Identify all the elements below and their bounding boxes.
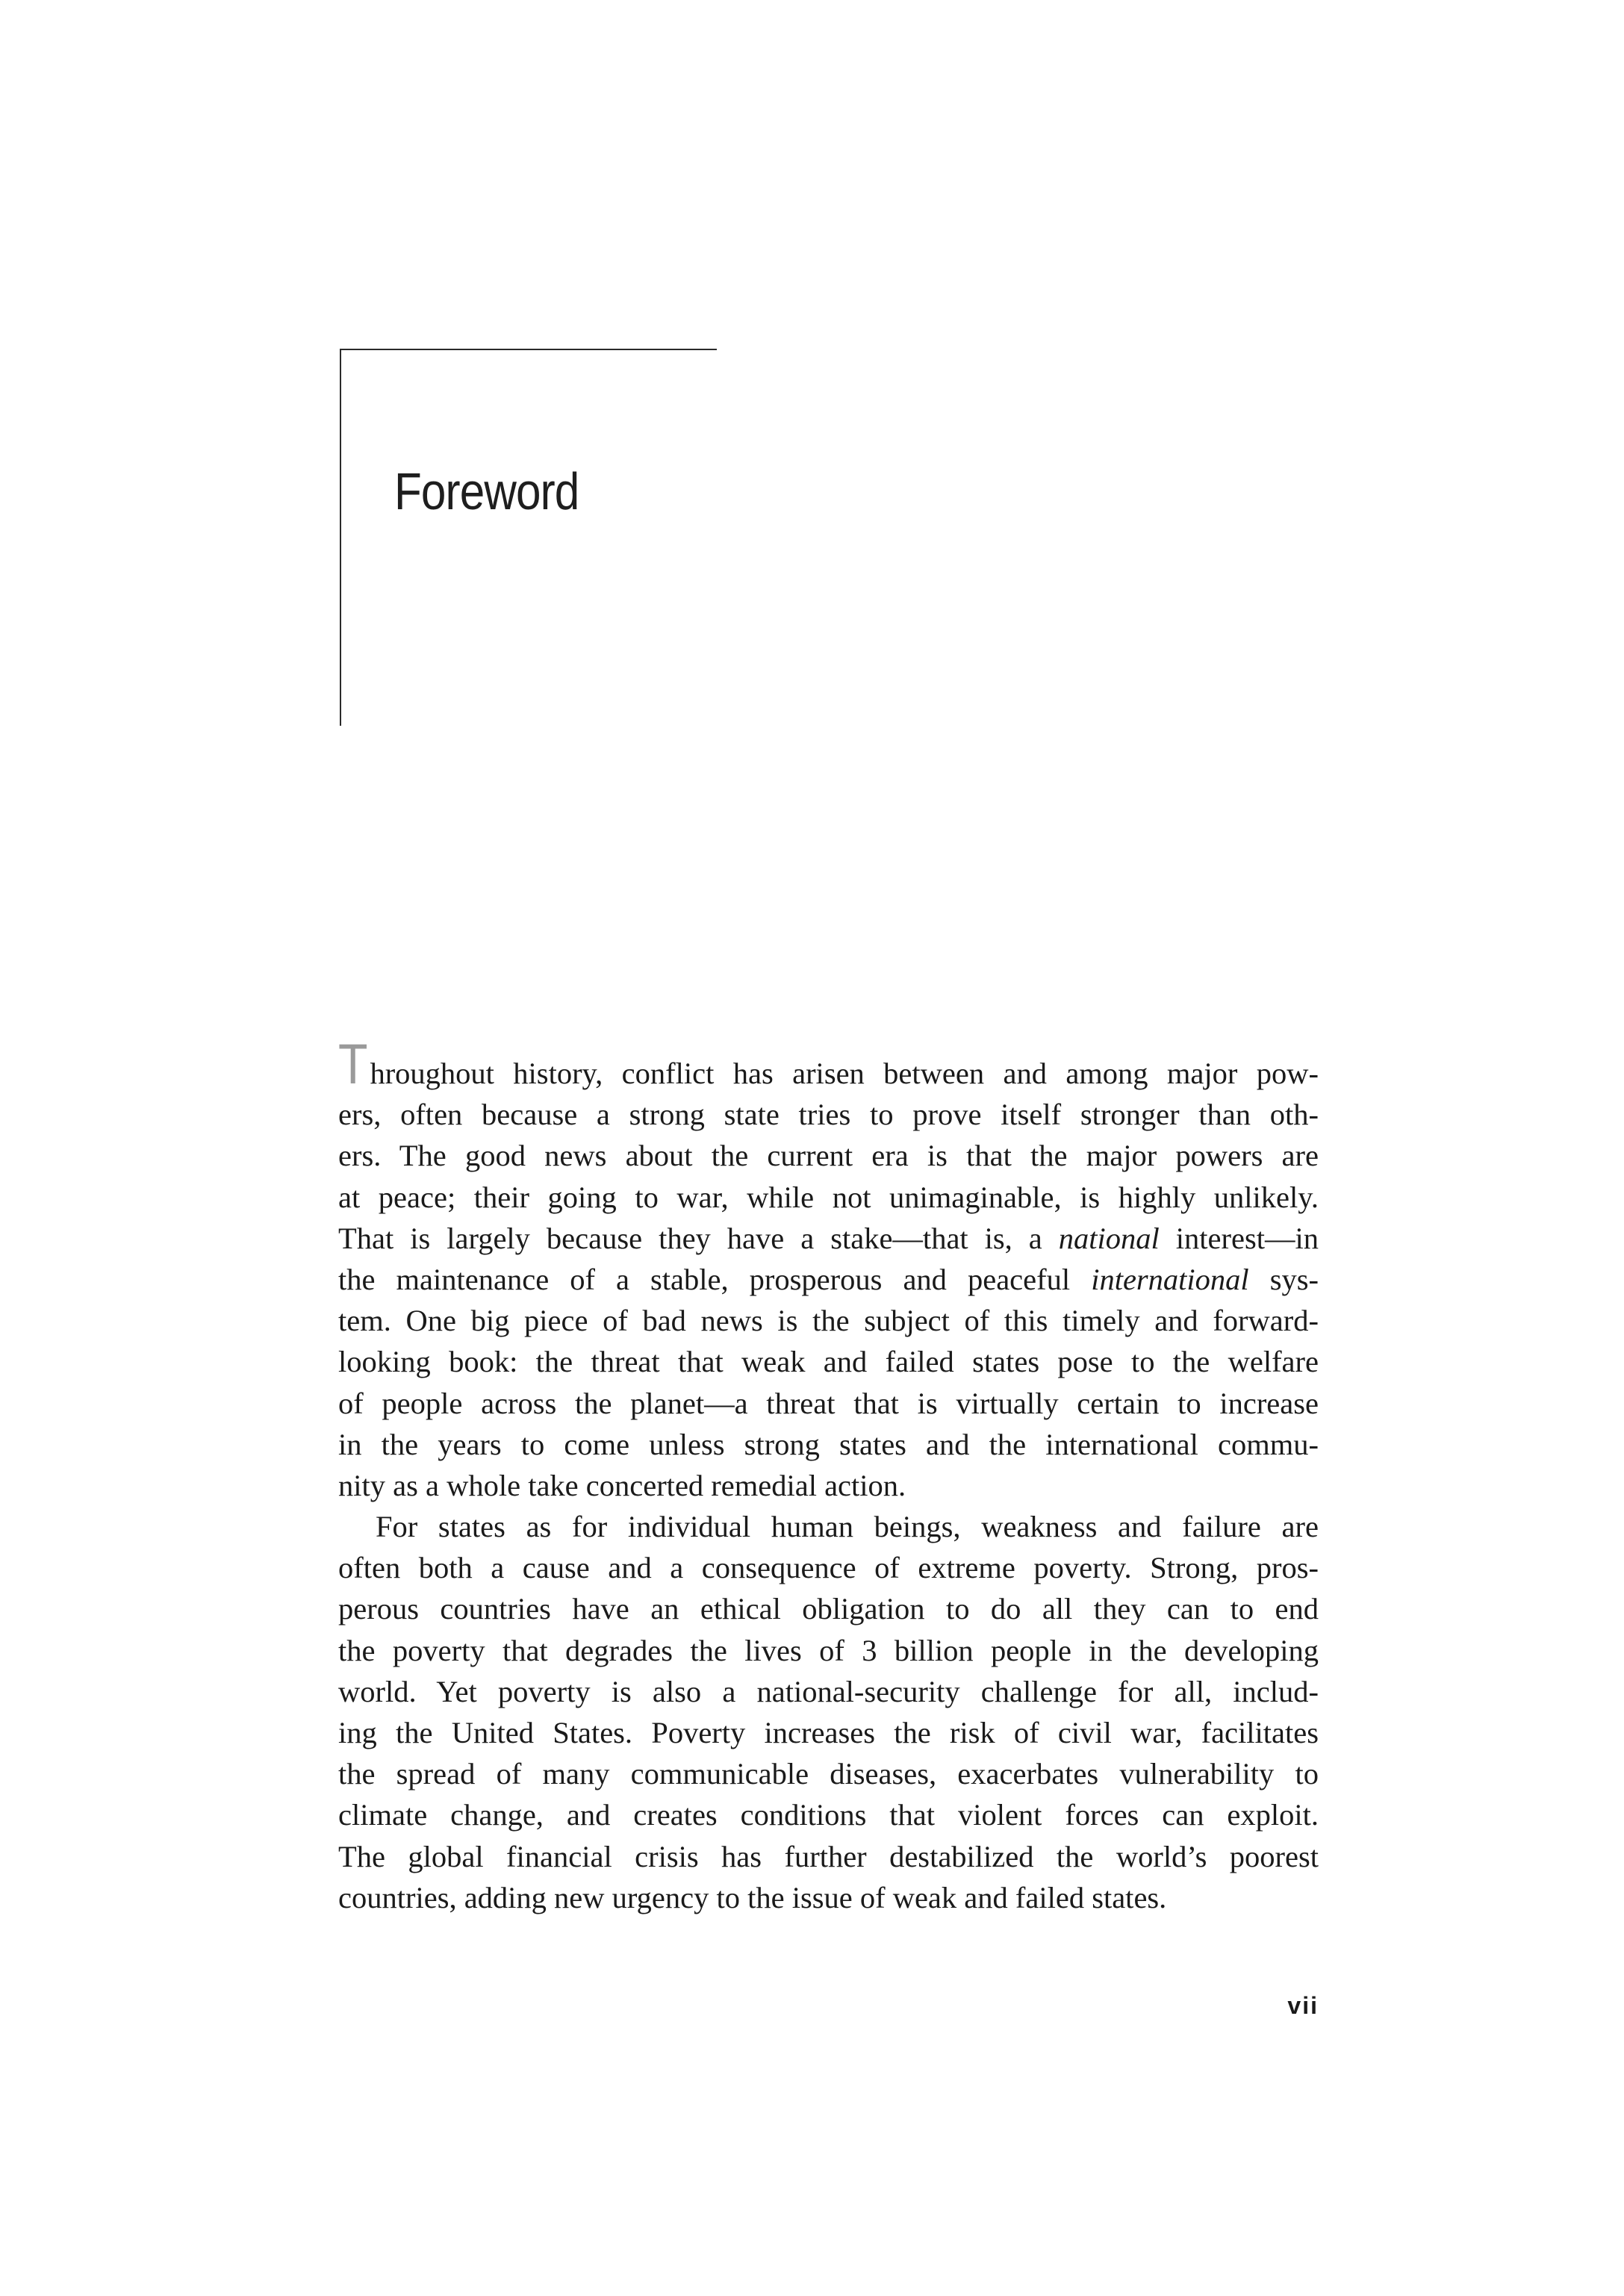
text-line: tem. One big piece of bad news is the subject of this timely and forward- — [338, 1304, 1319, 1338]
text-line: at peace; their going to war, while not unimaginable, is highly unlikely. — [338, 1180, 1319, 1214]
paragraph-1 — [338, 1033, 1319, 1506]
text-line: of people across the planet—a threat that is virtually certain to increase — [338, 1386, 1319, 1420]
page-number: vii — [1287, 1992, 1319, 2019]
text-line: climate change, and creates conditions that violent forces can exploit. — [338, 1798, 1319, 1832]
text-line: ers, often because a strong state tries to prove itself stronger than oth- — [338, 1098, 1319, 1132]
chapter-title: Foreword — [394, 462, 579, 520]
text-line: The global financial crisis has further destabilized the world’s poorest — [338, 1839, 1319, 1873]
body-text — [338, 1033, 1319, 1918]
text-line: perous countries have an ethical obligation to do all they can to end — [338, 1592, 1319, 1626]
text-line: in the years to come unless strong states and the international commu- — [338, 1427, 1319, 1461]
italic-international: international — [1091, 1262, 1249, 1296]
text-line: ing the United States. Poverty increases the risk of civil war, facilitates — [338, 1716, 1319, 1749]
text-line: nity as a whole take concerted remedial action. — [338, 1468, 906, 1502]
text-line: For states as for individual human beings, weakness and failure are — [376, 1510, 1319, 1544]
paragraph-2 — [338, 1506, 1319, 1918]
corner-rule-vertical — [340, 349, 341, 726]
text-line: countries, adding new urgency to the issue of weak and failed states. — [338, 1880, 1167, 1914]
italic-national: national — [1058, 1221, 1160, 1255]
text-line: ers. The good news about the current era is that the major powers are — [338, 1139, 1319, 1173]
corner-rule-horizontal — [340, 349, 717, 350]
text-line: Throughout history, conflict has arisen between and among major pow- — [338, 1033, 1319, 1096]
text-line: That is largely because they have a stake—that is, a national interest—in — [338, 1221, 1319, 1255]
text-line: looking book: the threat that weak and failed states pose to the welfare — [338, 1345, 1319, 1379]
text-line: the poverty that degrades the lives of 3 billion people in the developing — [338, 1633, 1319, 1667]
text-line: often both a cause and a consequence of extreme poverty. Strong, pros- — [338, 1551, 1319, 1585]
text-line: the maintenance of a stable, prosperous and peaceful international sys- — [338, 1262, 1319, 1296]
text-line: the spread of many communicable diseases, exacerbates vulnerability to — [338, 1757, 1319, 1791]
text-line: world. Yet poverty is also a national-security challenge for all, includ- — [338, 1674, 1319, 1708]
